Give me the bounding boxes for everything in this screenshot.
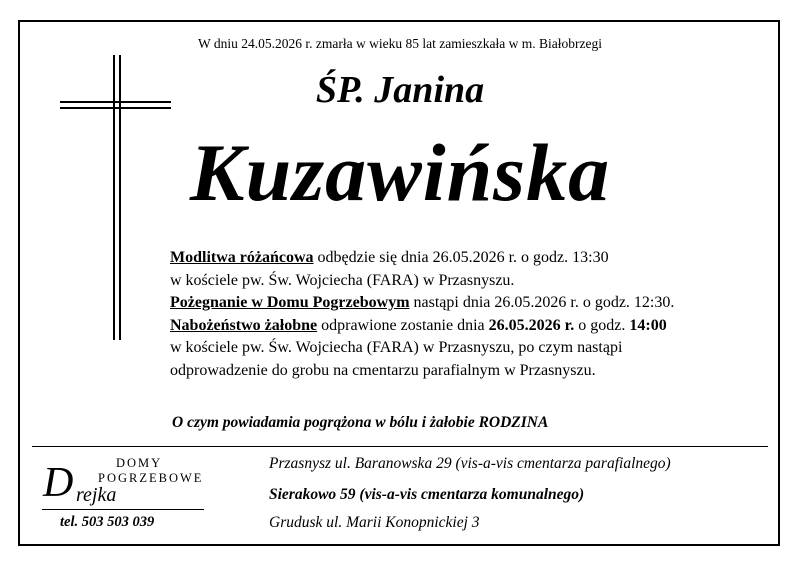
service-label: Nabożeństwo żałobne <box>170 316 318 334</box>
address-sierakowo: Sierakowo 59 (vis-a-vis cmentarza komunalnego) <box>269 486 585 503</box>
deceased-surname: Kuzawińska <box>189 127 611 218</box>
service-date: 26.05.2026 r. <box>488 316 575 334</box>
service-time: 14:00 <box>629 316 667 334</box>
address-grudusk: Grudusk ul. Marii Konopnickiej 3 <box>269 514 480 531</box>
logo-initial: D <box>43 460 74 506</box>
service-row <box>170 315 750 338</box>
rosary-label: Modlitwa różańcowa <box>170 249 314 266</box>
rosary-text: odbędzie się dnia 26.05.2026 r. o godz. 13:30 <box>313 249 609 266</box>
logo-underline <box>42 509 204 510</box>
farewell-row <box>170 292 750 315</box>
farewell-label: Pożegnanie w Domu Pogrzebowym <box>170 294 410 311</box>
logo-line1: DOMY <box>116 456 163 470</box>
rosary-row <box>170 247 750 270</box>
family-notice: O czym powiadamia pogrążona w bólu i żałobie RODZINA <box>172 414 549 431</box>
farewell-text: nastąpi dnia 26.05.2026 r. o godz. 12:30. <box>409 294 675 311</box>
service-text-a: odprawione zostanie dnia <box>317 316 489 334</box>
logo-name: rejka <box>76 484 117 506</box>
address-przasnysz: Przasnysz ul. Baranowska 29 (vis-a-vis cmentarza parafialnego) <box>269 455 671 472</box>
deceased-first-name: ŚP. Janina <box>315 69 485 111</box>
funeral-home-phone: tel. 503 503 039 <box>60 514 155 530</box>
service-place: w kościele pw. Św. Wojciecha (FARA) w Przasnyszu, po czym nastąpi <box>170 339 623 356</box>
rosary-place: w kościele pw. Św. Wojciecha (FARA) w Przasnyszu. <box>170 271 515 289</box>
procession-text: odprowadzenie do grobu na cmentarzu parafialnym w Przasnyszu. <box>170 361 596 379</box>
logo-line2: POGRZEBOWE <box>98 471 204 485</box>
ceremony-details <box>170 247 750 382</box>
death-notice-intro: W dniu 24.05.2026 r. zmarła w wieku 85 lat zamieszkała w m. Białobrzegi <box>198 36 602 51</box>
footer-divider <box>32 446 768 447</box>
service-text-b: o godz. <box>574 316 630 334</box>
